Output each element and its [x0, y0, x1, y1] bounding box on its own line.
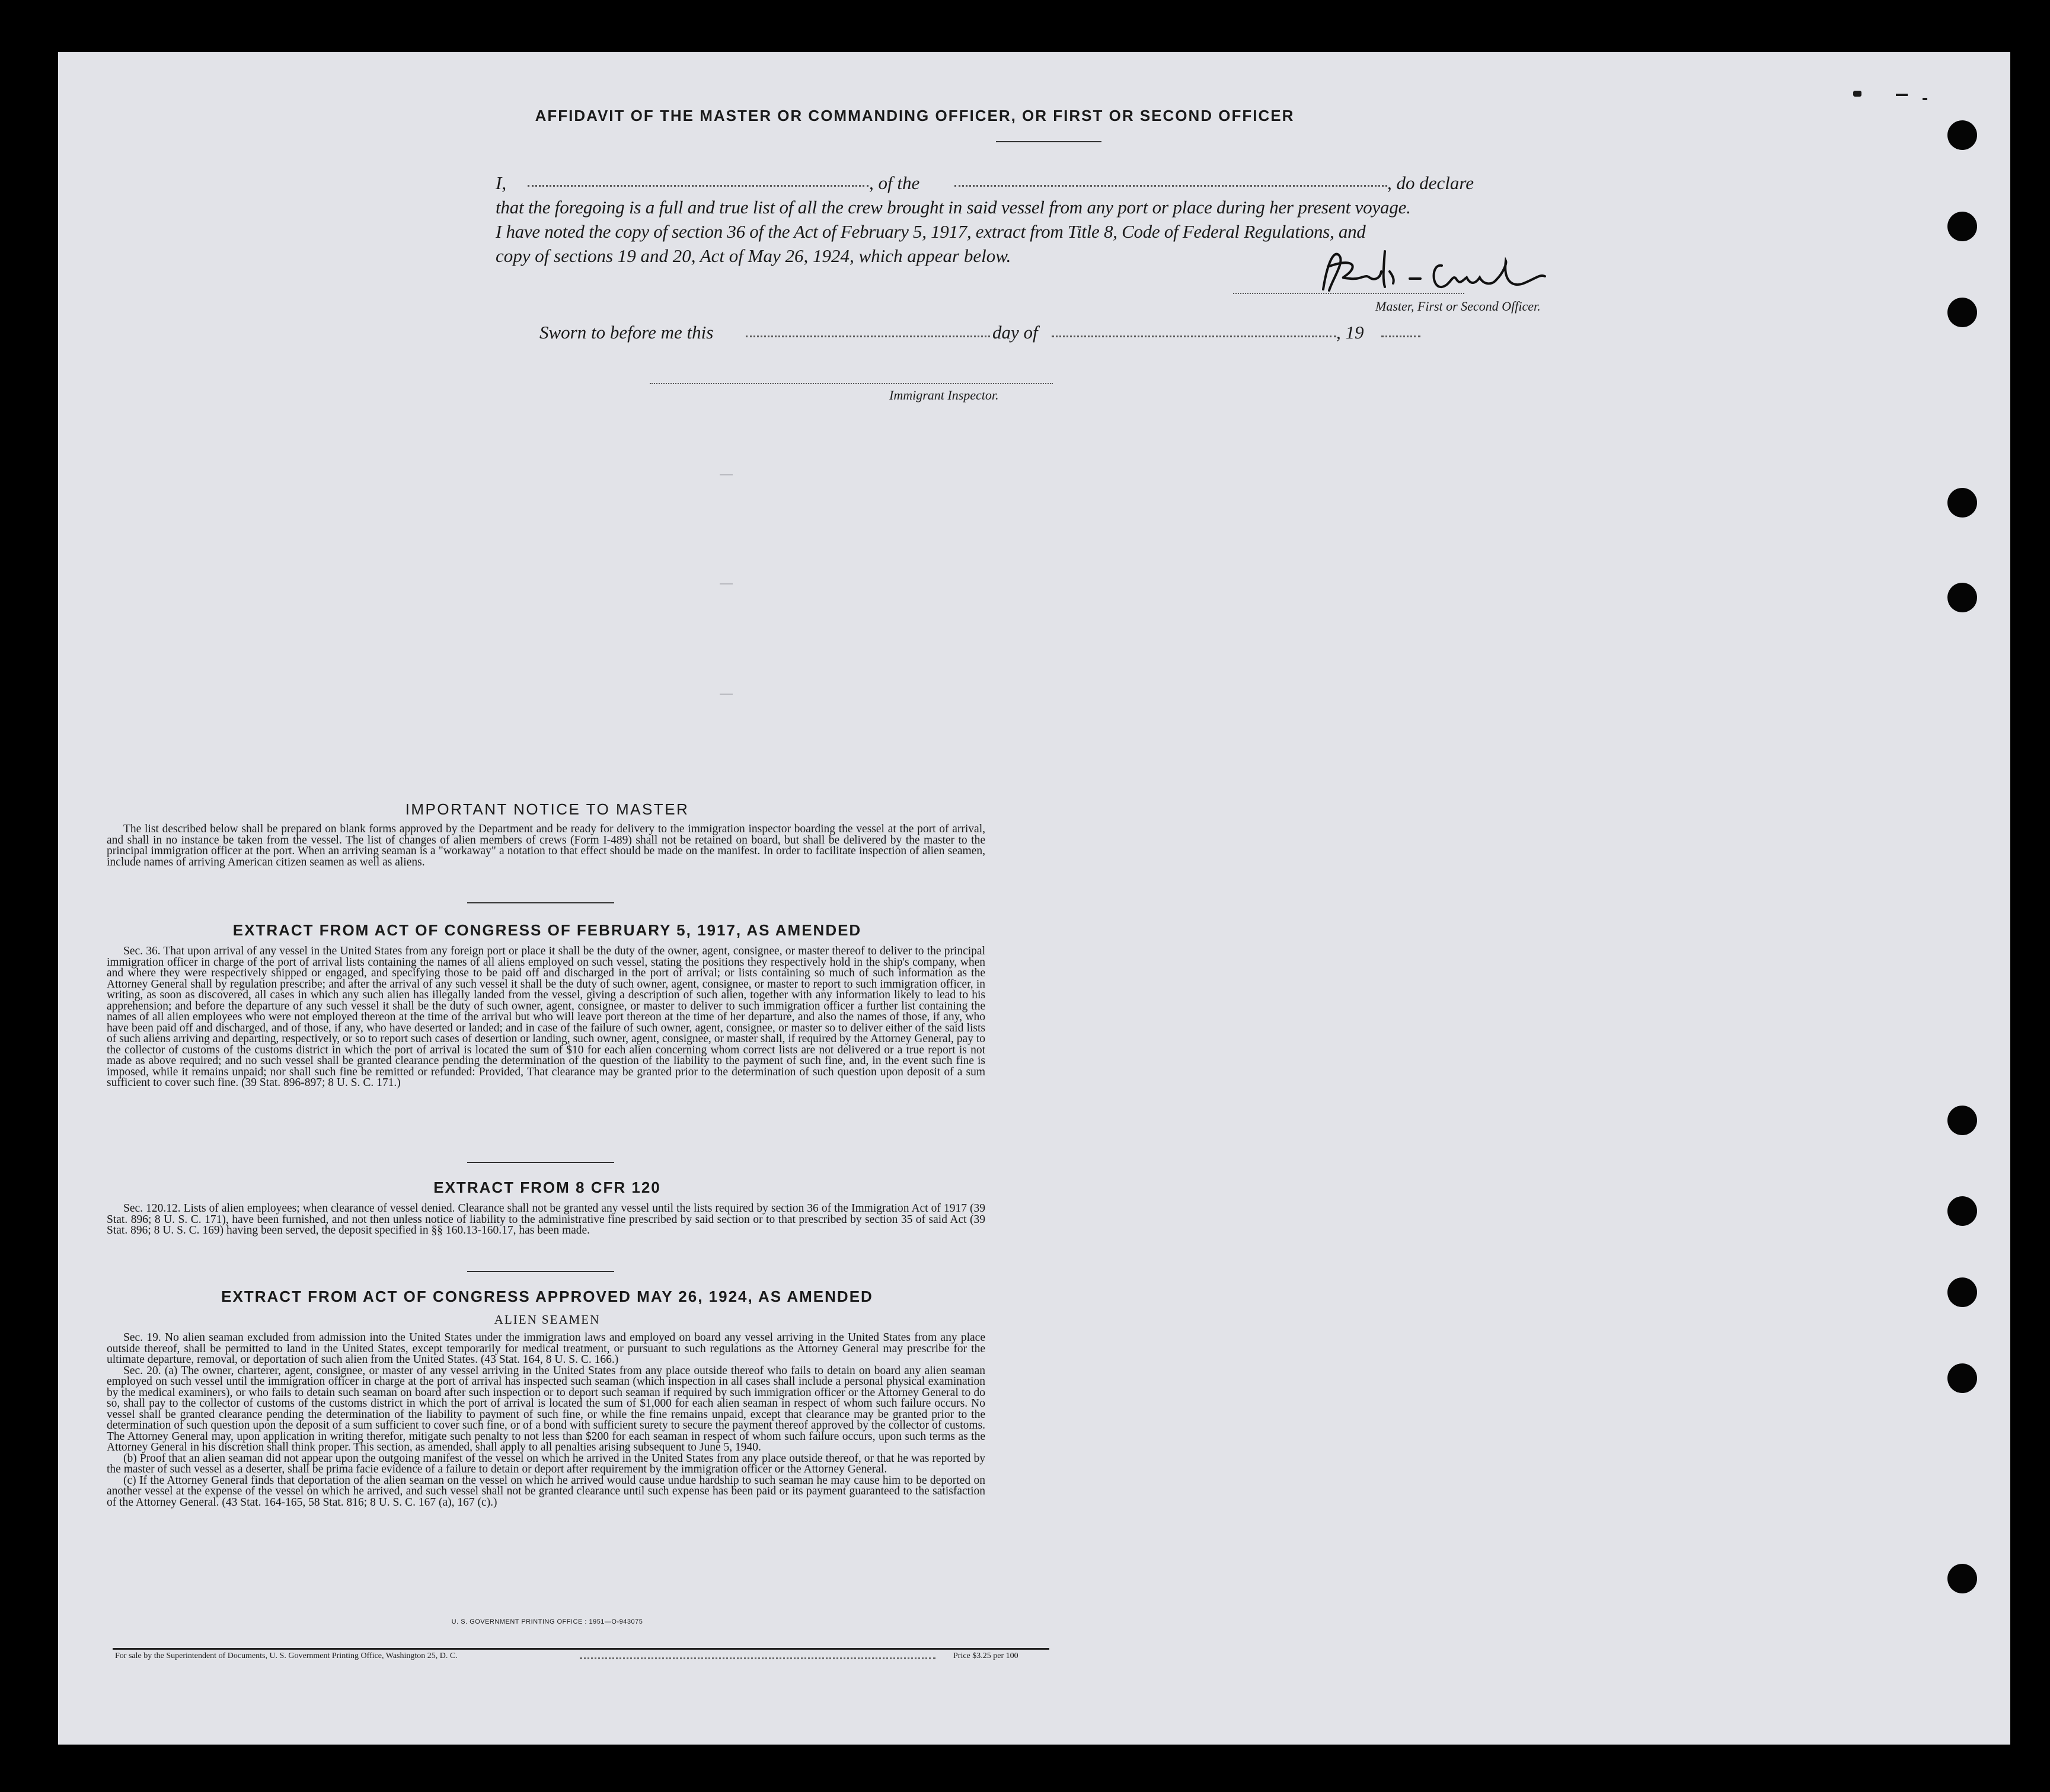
inspector-signature-line: [650, 383, 1053, 384]
binder-hole: [1947, 298, 1977, 327]
binder-hole: [1947, 1196, 1977, 1226]
binder-hole: [1947, 212, 1977, 241]
section-120-paragraph: Sec. 120.12. Lists of alien employees; when clearance of vessel denied. Clearance shall not be granted any vessel until the lists required by section 36 of the Immigration Act of 1917 (39 Stat. 896; 8 U. S. C. 171), have been furnished, and not then unless notice of liability to the administrative fine prescribed by said section or to that prescribed by section 35 of said Act (39 Stat. 896; 8 U. S. C. 169) having been served, the deposit specified in §§ 160.13-160.17, has been made.: [107, 1202, 985, 1237]
extract-1917-body: [107, 946, 985, 1089]
sworn-day-blank: [746, 336, 990, 337]
cfr-body: [107, 1203, 985, 1237]
vessel-blank: [954, 185, 1387, 187]
section-20b-paragraph: (b) Proof that an alien seaman did not appear upon the outgoing manifest of the vessel on which he arrived in the United States from any place outside thereof, or that he was reported by the master of such vessel as a deserter, shall be prima facie evidence of a failure to detain or deport after requirement by the immigration officer or the Attorney General.: [107, 1452, 985, 1475]
master-signature-line: [1233, 293, 1464, 294]
notice-title: IMPORTANT NOTICE TO MASTER: [405, 800, 689, 818]
binder-hole: [1947, 583, 1977, 612]
section-20c-paragraph: (c) If the Attorney General finds that deportation of the alien seaman on the vessel on which he arrived would cause undue hardship to such seaman he may cause him to be deported on another vessel at the expense of the vessel on which he arrived, and such vessel shall not be granted clearance until such expense has been paid or its payment guaranteed to the satisfaction of the Attorney General. (43 Stat. 164-165, 58 Stat. 816; 8 U. S. C. 167 (a), 167 (c).): [107, 1474, 985, 1509]
footer-rule: [113, 1648, 1049, 1650]
year-blank: [1381, 336, 1420, 337]
binder-hole: [1947, 488, 1977, 518]
faint-mark: [720, 474, 733, 475]
inspector-caption: Immigrant Inspector.: [889, 388, 999, 403]
declaration-line-4: copy of sections 19 and 20, Act of May 26, 1924, which appear below.: [496, 245, 1011, 266]
declaration-line-1: [496, 171, 506, 195]
extract-1924-body: [107, 1333, 985, 1508]
extract-1917-title: EXTRACT FROM ACT OF CONGRESS OF FEBRUARY 5, 1917, AS AMENDED: [232, 921, 862, 939]
notice-paragraph: The list described below shall be prepared on blank forms approved by the Department and be ready for delivery to the immigration inspector boarding the vessel at the port of arrival, and shall in no instance be taken from the vessel. The list of changes of alien members of crews (Form I-489) shall not be retained on board, but shall be delivered by the master to the principal immigration officer at the port. When an arriving seaman is a "workaway" a notation to that effect should be made on the manifest. In order to facilitate inspection of alien seamen, include names of arriving American citizen seamen as well as aliens.: [107, 823, 985, 868]
master-caption: Master, First or Second Officer.: [1375, 299, 1541, 314]
cfr-title: EXTRACT FROM 8 CFR 120: [433, 1178, 661, 1196]
sworn-text: Sworn to before me this: [539, 322, 714, 343]
section-20a-paragraph: Sec. 20. (a) The owner, charterer, agent, consignee, or master of any vessel arriving in the United States from any place outside thereof who fails to detain on board any alien seaman employed on such vessel until the immigration officer in charge at the port of arrival has inspected such seaman (which inspection in all cases shall include a personal physical examination by the medical examiners), or who fails to detain such seaman on board after such inspection or to deport such seaman if required by such immigration officer or the Attorney General to do so, shall pay to the collector of customs of the customs district in which the port of arrival is located the sum of $1,000 for each alien seaman in respect of whom such failure occurs. No vessel shall be granted clearance pending the determination of the liability to payment of such fine, or while the fine remains unpaid, except that clearance may be granted prior to the determination of such question upon the deposit of a sum sufficient to cover such fine, or of a bond with sufficient surety to secure the payment thereof approved by the collector of customs. The Attorney General may, upon application in writing therefor, mitigate such penalty to not less than $200 for each seaman in respect of whom such failure occurs, upon such terms as the Attorney General in his discretion shall think proper. This section, as amended, shall apply to all penalties arising subsequent to June 5, 1940.: [107, 1364, 985, 1454]
section-36-paragraph: Sec. 36. That upon arrival of any vessel in the United States from any foreign port or place it shall be the duty of the owner, agent, consignee, or master thereof to deliver to the principal immigration officer in charge of the port of arrival lists containing the names of all aliens employed on such vessel, stating the positions they respectively hold in the ship's company, when and where they were respectively shipped or engaged, and specifying those to be paid off and discharged in the port of arrival; or lists containing so much of such information as the Attorney General shall by regulation prescribe; and after the arrival of any such vessel it shall be the duty of such owner, agent, consignee, or master to report to such immigration officer, in writing, as soon as discovered, all cases in which any such alien has illegally landed from the vessel, giving a description of such alien, together with any information likely to lead to his apprehension; and before the departure of any such vessel it shall be the duty of such owner, agent, consignee, or master to deliver to such immigration officer a further list containing the names of all alien employees who were not employed thereon at the time of the arrival but who will leave port thereon at the time of her departure, and also the names of those, if any, who have been paid off and discharged, and of those, if any, who have deserted or landed; and in case of the failure of such owner, agent, consignee, or master so to deliver either of the said lists of such aliens arriving and departing, respectively, or so to report such cases of desertion or landing, such owner, agent, consignee, or master shall, if required by the Attorney General, pay to the collector of customs of the customs district in which the port of arrival is located the sum of $10 for each alien concerning whom correct lists are not delivered or a true report is not made as above required; and no such vessel shall be granted clearance pending the determination of the question of the liability to the payment of such fine, and, in the event such fine is imposed, while it remains unpaid; nor shall such fine be remitted or refunded: Provided, That clearance may be granted prior to the determination of such question upon deposit of a sum sufficient to cover such fine. (39 Stat. 896-897; 8 U. S. C. 171.): [107, 945, 985, 1089]
section-rule: [467, 1162, 614, 1163]
affidavit-title-rule: [996, 141, 1101, 142]
top-right-mark: [1853, 91, 1861, 97]
footer-price-text: Price $3.25 per 100: [953, 1652, 1018, 1660]
alien-seamen-subtitle: ALIEN SEAMEN: [494, 1312, 601, 1327]
extract-1924-title: EXTRACT FROM ACT OF CONGRESS APPROVED MAY 26, 1924, AS AMENDED: [221, 1288, 873, 1305]
top-right-mark: [1923, 98, 1927, 100]
name-blank: [528, 185, 868, 187]
section-rule: [467, 1271, 614, 1272]
declaration-line-3: I have noted the copy of section 36 of the Act of February 5, 1917, extract from Title 8, Code of Federal Regulations, and: [496, 221, 1366, 242]
binder-hole: [1947, 1564, 1977, 1593]
top-right-mark: [1896, 94, 1908, 96]
section-rule: [467, 902, 614, 903]
of-the-text: , of the: [869, 173, 920, 193]
day-of-text: day of: [992, 322, 1038, 343]
binder-hole: [1947, 1277, 1977, 1307]
sworn-month-blank: [1052, 336, 1336, 337]
footer-sale-text: For sale by the Superintendent of Documents, U. S. Government Printing Office, Washington 25, D. C.: [115, 1652, 458, 1660]
decl-i: I,: [496, 173, 507, 193]
section-19-paragraph: Sec. 19. No alien seaman excluded from admission into the United States under the immigration laws and employed on board any vessel arriving in the United States from any place outside thereof, shall be permitted to land in the United States, except temporarily for medical treatment, or pursuant to such regulations as the Attorney General may prescribe for the ultimate departure, removal, or deportation of such alien from the United States. (43 Stat. 164, 8 U. S. C. 166.): [107, 1331, 985, 1366]
faint-mark: [720, 694, 733, 695]
declaration-line-2: that the foregoing is a full and true list of all the crew brought in said vessel from any port or place during her present voyage.: [496, 197, 1411, 218]
binder-hole: [1947, 1106, 1977, 1135]
footer-leader-dots: [580, 1657, 935, 1659]
binder-hole: [1947, 1363, 1977, 1393]
affidavit-title: AFFIDAVIT OF THE MASTER OR COMMANDING OFFICER, OR FIRST OR SECOND OFFICER: [535, 107, 1295, 124]
printing-office-line: U. S. GOVERNMENT PRINTING OFFICE : 1951—O-943075: [451, 1618, 643, 1625]
do-declare-text: , do declare: [1387, 173, 1474, 193]
form-sheet: [58, 52, 2010, 1745]
faint-mark: [720, 583, 733, 584]
binder-hole: [1947, 120, 1977, 150]
year-text: , 19: [1336, 322, 1364, 343]
notice-body: [107, 824, 985, 868]
